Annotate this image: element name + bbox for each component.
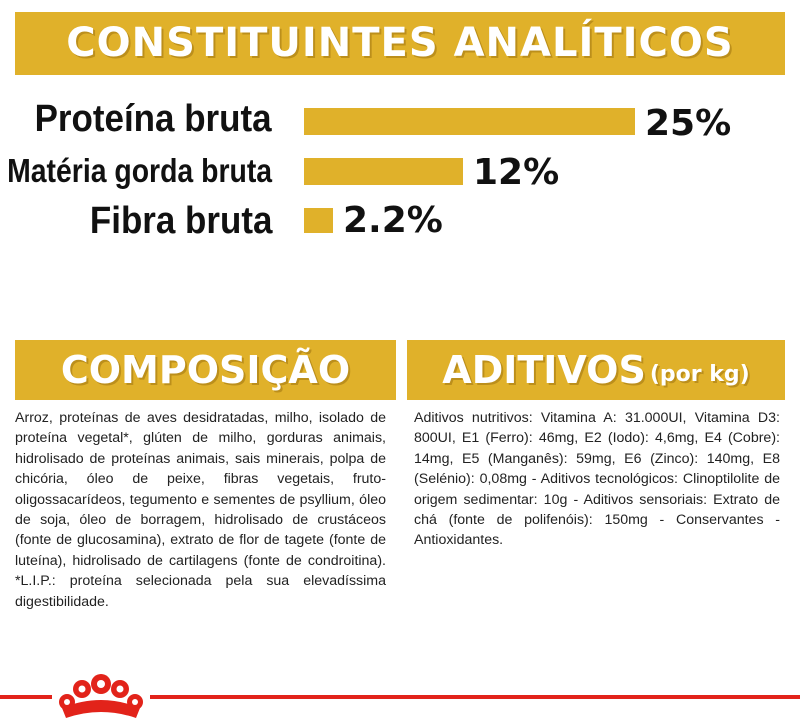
brand-line-right	[150, 695, 800, 699]
composition-banner	[15, 340, 396, 400]
composition-title: COMPOSIÇÃO	[60, 348, 351, 392]
protein-value: 25%	[645, 103, 732, 144]
analytic-constituents-title: CONSTITUINTES ANALÍTICOS	[66, 20, 734, 66]
royal-canin-crown-icon	[56, 662, 146, 723]
fat-label: Matéria gorda bruta	[7, 152, 272, 189]
fat-bar	[304, 158, 463, 185]
fat-value: 12%	[473, 152, 560, 193]
fiber-bar	[304, 208, 333, 233]
protein-label: Proteína bruta	[34, 98, 272, 140]
additives-banner	[407, 340, 785, 400]
additives-title: ADITIVOS	[442, 348, 646, 392]
analytic-constituents-banner	[15, 12, 785, 75]
additives-subtitle: (por kg)	[649, 362, 750, 387]
fiber-value: 2.2%	[343, 200, 443, 241]
composition-text: Arroz, proteínas de aves desidratadas, milho, isolado de proteína vegetal*, glúten de milho, gorduras animais, hidrolisado de proteínas animais, sais minerais, polpa de chicória, óleo de peixe, fibras vegetais, fruto-oligossacarídeos, tegumento e sementes de psyllium, óleo de soja, óleo de borragem, hidrolisado de crustáceos (fonte de glucosamina), extrato de flor de tagete (fonte de luteína), hidrolisado de cartilagens (fonte de condroitina). *L.I.P.: proteína selecionada pela sua elevadíssima digestibilidade.	[15, 410, 386, 610]
additives-text: Aditivos nutritivos: Vitamina A: 31.000UI, Vitamina D3: 800UI, E1 (Ferro): 46mg, E2 (Iodo): 4,6mg, E4 (Cobre): 14mg, E5 (Manganês): 59mg, E6 (Zinco): 140mg, E8 (Selénio): 0,08mg - Aditivos tecnológicos: Clinoptilolite de origem sedimentar: 10g - Aditivos sensoriais: Extrato de chá (fonte de polifenóis): 150mg - Conservantes - Antioxidantes.	[414, 410, 780, 549]
brand-line-left	[0, 695, 52, 699]
fiber-label: Fibra bruta	[89, 200, 272, 242]
protein-bar	[304, 108, 635, 135]
